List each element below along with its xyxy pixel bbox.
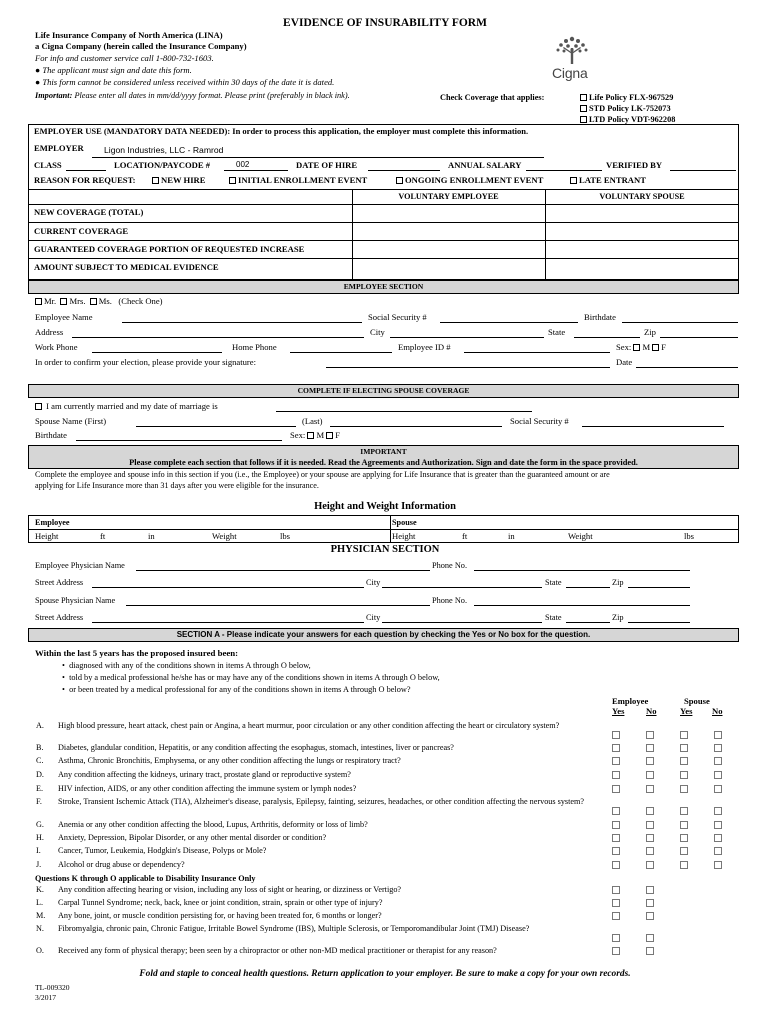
employer-label: EMPLOYER — [34, 143, 84, 153]
question-text: HIV infection, AIDS, or any other condition affecting the immune system or lymph nodes? — [58, 784, 357, 793]
footer-note: Fold and staple to conceal health questions. Return application to your employer. Be sure to make a copy for your own records. — [139, 969, 631, 979]
qj-spouse-yes-checkbox[interactable] — [680, 861, 688, 869]
question-letter: H. — [36, 833, 44, 842]
qi-spouse-yes-checkbox[interactable] — [680, 847, 688, 855]
qg-spouse-yes-checkbox[interactable] — [680, 821, 688, 829]
sp-street-label: Street Address — [35, 613, 84, 622]
qe-employee-no-checkbox[interactable] — [646, 785, 654, 793]
sp-in-label: in — [508, 531, 515, 541]
yn-spouse-label: Spouse — [684, 696, 710, 706]
question-text: Alcohol or drug abuse or dependency? — [58, 860, 185, 869]
section-a-bullet-3: • or been treated by a medical professional for any of the conditions shown in items A through O below? — [62, 685, 411, 694]
emp-in-label: in — [148, 531, 155, 541]
form-number: TL-009320 — [35, 983, 70, 992]
spouse-sex: Sex: M F — [290, 430, 341, 440]
section-a-intro: Within the last 5 years has the proposed insured been: — [35, 648, 239, 658]
spouse-physician-label: Spouse Physician Name — [35, 596, 116, 605]
qj-employee-no-checkbox[interactable] — [646, 861, 654, 869]
sp-zip-label: Zip — [612, 613, 624, 622]
question-text: Diabetes, glandular condition, Hepatitis, or any condition affecting the esophagus, stomach, intestines, liver or pancreas? — [58, 743, 454, 752]
date-of-hire-label: DATE OF HIRE — [296, 160, 358, 170]
spouse-last-label: (Last) — [302, 416, 323, 426]
qo-employee-yes-checkbox[interactable] — [612, 947, 620, 955]
qd-spouse-no-checkbox[interactable] — [714, 771, 722, 779]
address-label: Address — [35, 327, 64, 337]
qh-spouse-no-checkbox[interactable] — [714, 834, 722, 842]
hw-employee-label: Employee — [35, 518, 70, 527]
bullet-sign: ● The applicant must sign and date this form. — [35, 65, 192, 75]
question-letter: O. — [36, 946, 44, 955]
section-a-bullets — [62, 660, 440, 696]
col-voluntary-employee: VOLUNTARY EMPLOYEE — [398, 192, 499, 201]
important-header: IMPORTANT — [360, 447, 407, 456]
spouse-sex-m[interactable]: M — [307, 430, 324, 440]
zip-label: Zip — [644, 327, 656, 337]
sp-ft-label: ft — [462, 531, 468, 541]
employee-id-label: Employee ID # — [398, 342, 451, 352]
qa-employee-yes-checkbox[interactable] — [612, 731, 620, 739]
question-letter: J. — [36, 860, 42, 869]
sex-m[interactable]: M — [633, 342, 650, 352]
qd-employee-no-checkbox[interactable] — [646, 771, 654, 779]
emp-street-label: Street Address — [35, 578, 84, 587]
question-letter: C. — [36, 756, 44, 765]
married-checkbox[interactable]: I am currently married and my date of marriage is — [35, 402, 218, 412]
sp-state-label: State — [545, 613, 562, 622]
question-text: Cancer, Tumor, Leukemia, Hodgkin's Disease, Polyps or Mole? — [58, 846, 267, 855]
sp-lbs-label: lbs — [684, 531, 695, 541]
work-phone-label: Work Phone — [35, 342, 78, 352]
question-text: Stroke, Transient Ischemic Attack (TIA), Alzheimer's disease, paralysis, Epilepsy, fainting, seizures, headaches, or other condition affecting the nervous system? — [58, 797, 585, 806]
qe-spouse-yes-checkbox[interactable] — [680, 785, 688, 793]
section-a-bullet-1: • diagnosed with any of the conditions shown in items A through O below, — [62, 661, 311, 670]
employee-sex: Sex: M F — [616, 342, 667, 352]
row-amount-subject: AMOUNT SUBJECT TO MEDICAL EVIDENCE — [34, 262, 219, 272]
annual-salary-label: ANNUAL SALARY — [448, 160, 522, 170]
home-phone-label: Home Phone — [232, 342, 277, 352]
employer-value[interactable]: Ligon Industries, LLC - Ramrod — [104, 145, 224, 155]
spouse-section-header: COMPLETE IF ELECTING SPOUSE COVERAGE — [28, 384, 739, 398]
sp-weight-label: Weight — [568, 531, 593, 541]
qh-employee-no-checkbox[interactable] — [646, 834, 654, 842]
date-label: Date — [616, 357, 633, 367]
emp-city-label: City — [366, 578, 381, 587]
qk-employee-no-checkbox[interactable] — [646, 886, 654, 894]
question-letter: A. — [36, 721, 44, 730]
title-mr[interactable]: Mr. — [35, 296, 56, 306]
question-letter: F. — [36, 797, 42, 806]
qj-spouse-no-checkbox[interactable] — [714, 861, 722, 869]
yn-sp-no: No — [712, 706, 723, 716]
company-line-1: Life Insurance Company of North America (LINA) — [35, 30, 223, 40]
qh-employee-yes-checkbox[interactable] — [612, 834, 620, 842]
yn-sp-yes: Yes — [680, 706, 693, 716]
form-title: EVIDENCE OF INSURABILITY FORM — [283, 17, 487, 29]
tree-icon — [548, 34, 596, 68]
emp-zip-label: Zip — [612, 578, 624, 587]
qi-spouse-no-checkbox[interactable] — [714, 847, 722, 855]
employee-section-header: EMPLOYEE SECTION — [28, 280, 739, 294]
qh-spouse-yes-checkbox[interactable] — [680, 834, 688, 842]
yn-emp-no: No — [646, 706, 657, 716]
class-label: CLASS — [34, 160, 62, 170]
question-letter: B. — [36, 743, 44, 752]
qo-employee-no-checkbox[interactable] — [646, 947, 654, 955]
verified-by-label: VERIFIED BY — [606, 160, 663, 170]
yn-emp-yes: Yes — [612, 706, 625, 716]
policy-life[interactable]: Life Policy FLX-967529 — [580, 92, 675, 103]
important-line-3: applying for Life Insurance more than 31 days after you were eligible for the insurance. — [35, 481, 319, 490]
qf-spouse-yes-checkbox[interactable] — [680, 807, 688, 815]
qi-employee-yes-checkbox[interactable] — [612, 847, 620, 855]
spouse-birthdate-label: Birthdate — [35, 430, 67, 440]
location-label: LOCATION/PAYCODE # — [114, 160, 211, 170]
question-letter: E. — [36, 784, 44, 793]
cigna-logo — [548, 34, 596, 82]
location-value[interactable]: 002 — [236, 160, 250, 169]
birthdate-label: Birthdate — [584, 312, 616, 322]
bullet-30-days: ● This form cannot be considered unless received within 30 days of the date it is dated. — [35, 77, 335, 87]
qg-spouse-no-checkbox[interactable] — [714, 821, 722, 829]
policy-ltd[interactable]: LTD Policy VDT-962208 — [580, 114, 675, 125]
ssn-label: Social Security # — [368, 312, 427, 322]
sp-city-label: City — [366, 613, 381, 622]
k-to-o-header: Questions K through O applicable to Disability Insurance Only — [35, 874, 256, 883]
question-text: Fibromyalgia, chronic pain, Chronic Fatigue, Irritable Bowel Syndrome (IBS), Multiple Sclerosis, or Temporomandibular Joint (TMJ) Disease? — [58, 924, 530, 933]
signature-label: In order to confirm your election, please provide your signature: — [35, 357, 256, 367]
emp-state-label: State — [545, 578, 562, 587]
qa-spouse-yes-checkbox[interactable] — [680, 731, 688, 739]
spouse-first-label: Spouse Name (First) — [35, 416, 107, 426]
height-weight-header: Height and Weight Information — [314, 501, 456, 512]
question-text: Anemia or any other condition affecting the blood, Lupus, Arthritis, deformity or loss of limb? — [58, 820, 368, 829]
emp-height-label: Height — [35, 531, 59, 541]
emp-weight-label: Weight — [212, 531, 237, 541]
reason-new-hire[interactable]: NEW HIRE — [152, 176, 206, 186]
qc-spouse-yes-checkbox[interactable] — [680, 757, 688, 765]
policy-std[interactable]: STD Policy LK-752073 — [580, 103, 675, 114]
question-text: Received any form of physical therapy; been seen by a chiropractor or other non-MD medical practitioner or therapist for any reason? — [58, 946, 497, 955]
section-a-bullet-2: • told by a medical professional he/she has or may have any of the conditions shown in items A through O below, — [62, 673, 440, 682]
qg-employee-yes-checkbox[interactable] — [612, 821, 620, 829]
qf-spouse-no-checkbox[interactable] — [714, 807, 722, 815]
qf-employee-no-checkbox[interactable] — [646, 807, 654, 815]
sp-height-label: Height — [392, 531, 416, 541]
question-text: Anxiety, Depression, Bipolar Disorder, or any other mental disorder or condition? — [58, 833, 327, 842]
qc-spouse-no-checkbox[interactable] — [714, 757, 722, 765]
qd-spouse-yes-checkbox[interactable] — [680, 771, 688, 779]
qb-spouse-yes-checkbox[interactable] — [680, 744, 688, 752]
question-text: Asthma, Chronic Bronchitis, Emphysema, or any other condition affecting the lungs or respiratory tract? — [58, 756, 401, 765]
employee-physician-label: Employee Physician Name — [35, 561, 125, 570]
question-text: Any bone, joint, or muscle condition persisting for, or having been treated for, 6 months or longer? — [58, 911, 382, 920]
reason-initial-enrollment[interactable]: INITIAL ENROLLMENT EVENT — [229, 176, 367, 186]
qb-employee-no-checkbox[interactable] — [646, 744, 654, 752]
city-label: City — [370, 327, 385, 337]
form-date: 3/2017 — [35, 993, 57, 1002]
row-guaranteed-portion: GUARANTEED COVERAGE PORTION OF REQUESTED INCREASE — [34, 244, 305, 254]
qa-spouse-no-checkbox[interactable] — [714, 731, 722, 739]
physician-header: PHYSICIAN SECTION — [330, 544, 440, 555]
qm-employee-yes-checkbox[interactable] — [612, 912, 620, 920]
sex-f[interactable]: F — [652, 342, 666, 352]
question-letter: K. — [36, 885, 44, 894]
company-line-2: a Cigna Company (herein called the Insurance Company) — [35, 41, 247, 51]
qg-employee-no-checkbox[interactable] — [646, 821, 654, 829]
ql-employee-no-checkbox[interactable] — [646, 899, 654, 907]
ql-employee-yes-checkbox[interactable] — [612, 899, 620, 907]
question-letter: L. — [36, 898, 44, 907]
row-new-coverage: NEW COVERAGE (TOTAL) — [34, 207, 144, 217]
qi-employee-no-checkbox[interactable] — [646, 847, 654, 855]
qb-employee-yes-checkbox[interactable] — [612, 744, 620, 752]
qa-employee-no-checkbox[interactable] — [646, 731, 654, 739]
spouse-sex-f[interactable]: F — [326, 430, 340, 440]
hw-spouse-label: Spouse — [392, 518, 417, 527]
qn-employee-yes-checkbox[interactable] — [612, 934, 620, 942]
emp-ft-label: ft — [100, 531, 106, 541]
spouse-ssn-label: Social Security # — [510, 416, 569, 426]
title-ms[interactable]: Ms. — [90, 296, 112, 306]
employer-use-header: EMPLOYER USE (MANDATORY DATA NEEDED): In order to process this application, the employer must complete this information. — [34, 126, 529, 136]
info-line: For info and customer service call 1-800-732-1603. — [35, 53, 214, 63]
qe-spouse-no-checkbox[interactable] — [714, 785, 722, 793]
reason-label: REASON FOR REQUEST: — [34, 175, 136, 185]
sp-phone-label: Phone No. — [432, 596, 468, 605]
question-letter: N. — [36, 924, 44, 933]
important-line-1: Please complete each section that follows if it is needed. Read the Agreements and Authorization. Sign and date the form in the space provided. — [129, 458, 638, 467]
question-letter: I. — [36, 846, 41, 855]
row-current-coverage: CURRENT COVERAGE — [34, 226, 129, 236]
employee-name-label: Employee Name — [35, 312, 93, 322]
title-mrs[interactable]: Mrs. — [60, 296, 85, 306]
emp-lbs-label: lbs — [280, 531, 291, 541]
question-text: Any condition affecting the kidneys, urinary tract, prostate gland or reproductive system? — [58, 770, 351, 779]
emp-phone-label: Phone No. — [432, 561, 468, 570]
col-voluntary-spouse: VOLUNTARY SPOUSE — [599, 192, 685, 201]
qc-employee-yes-checkbox[interactable] — [612, 757, 620, 765]
qm-employee-no-checkbox[interactable] — [646, 912, 654, 920]
reason-ongoing-enrollment[interactable]: ONGOING ENROLLMENT EVENT — [396, 176, 543, 186]
qd-employee-yes-checkbox[interactable] — [612, 771, 620, 779]
question-letter: G. — [36, 820, 44, 829]
qn-employee-no-checkbox[interactable] — [646, 934, 654, 942]
important-note: Important: Please enter all dates in mm/dd/yyyy format. Please print (preferably in black ink). — [35, 91, 350, 100]
question-text: High blood pressure, heart attack, chest pain or Angina, a heart murmur, poor circulation or any other condition affecting the heart or circulatory system? — [58, 721, 560, 730]
state-label: State — [548, 327, 566, 337]
qk-employee-yes-checkbox[interactable] — [612, 886, 620, 894]
qj-employee-yes-checkbox[interactable] — [612, 861, 620, 869]
important-line-2: Complete the employee and spouse info in this section if you (i.e., the Employee) or your spouse are applying for Life Insurance that is greater than the guaranteed amount or are — [35, 470, 610, 479]
question-text: Any condition affecting hearing or vision, including any loss of sight or hearing, or dizziness or Vertigo? — [58, 885, 402, 894]
qc-employee-no-checkbox[interactable] — [646, 757, 654, 765]
policy-list — [580, 92, 675, 125]
important-box — [28, 445, 739, 469]
question-letter: M. — [36, 911, 46, 920]
check-coverage-label: Check Coverage that applies: — [440, 93, 545, 102]
yn-employee-label: Employee — [612, 696, 649, 706]
title-options: Mr. Mrs. Ms. (Check One) — [35, 297, 163, 307]
qf-employee-yes-checkbox[interactable] — [612, 807, 620, 815]
reason-late-entrant[interactable]: LATE ENTRANT — [570, 176, 646, 186]
question-letter: D. — [36, 770, 44, 779]
section-a-header: SECTION A - Please indicate your answers for each question by checking the Yes or No box for the question. — [28, 628, 739, 642]
question-text: Carpal Tunnel Syndrome; neck, back, knee or joint condition, strain, sprain or other type of injury? — [58, 898, 383, 907]
qe-employee-yes-checkbox[interactable] — [612, 785, 620, 793]
cigna-wordmark: Cigna — [552, 65, 588, 81]
qb-spouse-no-checkbox[interactable] — [714, 744, 722, 752]
